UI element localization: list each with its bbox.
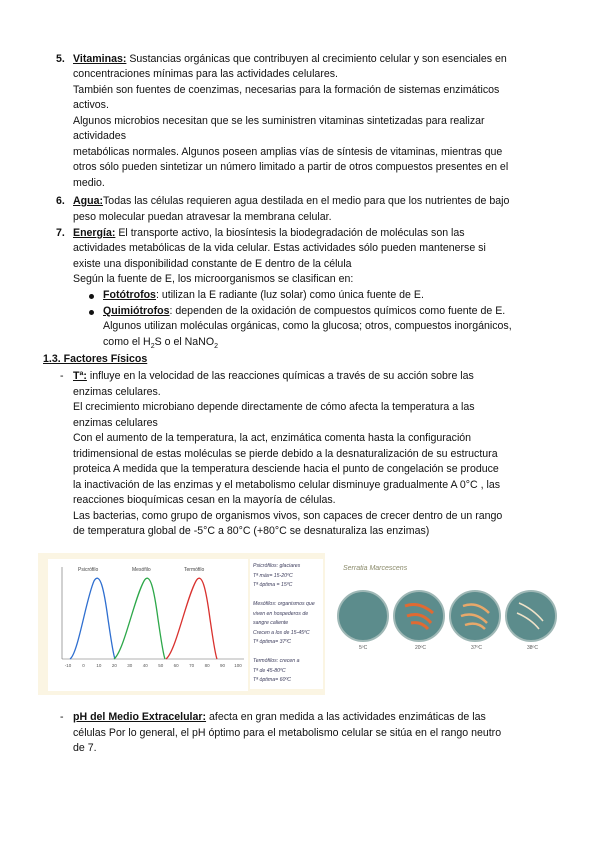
handwritten-notes: [250, 559, 323, 689]
ph-line-1: células Por lo general, el pH óptimo para el metabolismo celular se sitúa en el rango neutro: [73, 727, 502, 739]
temp-text: influye en la velocidad de las reacciones químicas a través de su acción sobre las: [89, 370, 474, 382]
note-line: sangre caliente: [253, 620, 289, 626]
item-7-text: El transporte activo, la biosíntesis la biodegradación de moléculas son las: [118, 227, 465, 239]
plate-label: 5ºC: [359, 645, 368, 651]
note-line: Tª óptima= 60ºC: [253, 677, 291, 683]
x-tick-label: 30: [127, 663, 133, 668]
formula-nano2: S o el NaNO: [154, 336, 215, 348]
ph-text: afecta en gran medida a las actividades enzimáticas de las: [209, 711, 486, 723]
note-line: Psicrófilos: glaciares: [253, 563, 301, 569]
item-6-text: Todas las células requieren agua destilada en el medio para que los nutrientes de bajo: [103, 195, 510, 207]
x-tick-label: 80: [204, 663, 210, 668]
note-line: Tª óptima= 37ºC: [253, 639, 291, 645]
plate-label: 20ºC: [415, 645, 426, 651]
fototrofos-text: : utilizan la E radiante (luz solar) como única fuente de E.: [155, 289, 424, 301]
item-5-text: Sustancias orgánicas que contribuyen al crecimiento celular y son esenciales en: [129, 53, 507, 65]
dash-marker: -: [60, 370, 64, 382]
plate-label: 37ºC: [471, 645, 482, 651]
note-line: Tª de 45-80ºC: [253, 667, 286, 674]
subscript: 2: [150, 343, 155, 351]
growth-rate-graph: [48, 559, 248, 691]
item-5-line-2: También son fuentes de coenzimas, necesarias para la formación de sistemas enzimáticos: [73, 84, 500, 96]
item-5-line-5: actividades: [73, 130, 126, 142]
plates-title: Serratia Marcescens: [343, 565, 408, 572]
temp-line-9: Las bacterias, como grupo de organismos vivos, son capaces de crecer dentro de un rango: [73, 510, 503, 522]
item-7-line-3: Según la fuente de E, los microorganismos se clasifican en:: [73, 273, 354, 285]
item-5-line-7: otros sólo pueden sintetizar un número limitado a partir de otros compuestos presentes en el: [73, 161, 509, 173]
note-line: Tª máx= 15-20ºC: [253, 572, 293, 579]
temp-term: Tª:: [73, 370, 87, 382]
formula-h2s-a: como el H: [103, 336, 151, 348]
x-tick-label: -10: [64, 663, 72, 668]
mesophile-curve: [114, 578, 165, 659]
x-tick-label: 40: [142, 663, 148, 668]
bullet-dot: [89, 294, 94, 299]
fototrofos-term: Fotótrofos: [103, 289, 156, 301]
temp-line-0: [73, 369, 474, 385]
item-7-line-1: actividades metabólicas de la vida celular. Estas actividades sólo pueden mantenerse si: [73, 242, 486, 254]
item-6-number: 6.: [56, 195, 65, 207]
item-5-line-6: metabólicas normales. Algunos poseen amplias vías de síntesis de vitaminas, mientras que: [73, 146, 503, 158]
item-7-number: 7.: [56, 227, 65, 239]
temp-line-10: de temperatura global de -5°C a 80°C (+80°C se desnaturaliza las enzimas): [73, 525, 430, 537]
x-tick-label: 100: [234, 663, 242, 668]
item-6-line-0: [73, 194, 509, 210]
note-line: Mesófilos: organismos que: [253, 601, 315, 607]
temp-line-3: enzimas celulares: [73, 417, 158, 429]
item-5-line-3: activos.: [73, 99, 109, 111]
item-5-number: 5.: [56, 53, 65, 65]
temp-line-1: enzimas celulares.: [73, 386, 161, 398]
ph-line-0: [73, 710, 486, 726]
item-5-line-8: medio.: [73, 177, 105, 189]
temp-line-4: Con el aumento de la temperatura, la act, enzimática comenta hasta la configuración: [73, 432, 472, 444]
temperature-figure: [38, 553, 325, 695]
mesophile-label: Mesófilo: [132, 567, 151, 573]
petri-plate: [506, 591, 556, 641]
temp-line-2: El crecimiento microbiano depende directamente de cómo afecta la temperatura a las: [73, 401, 475, 413]
bullet-dot: [89, 310, 94, 315]
quimiotrofos-line-2: Algunos utilizan moléculas orgánicas, como la glucosa; otros, compuestos inorgánicos,: [103, 320, 512, 332]
axis-ticks: [65, 663, 243, 668]
item-5-line-0: [73, 52, 507, 68]
thermophile-label: Termófilo: [184, 567, 205, 573]
item-5-term: Vitaminas:: [73, 53, 127, 65]
note-line: Tª óptima = 15ºC: [253, 582, 293, 588]
x-tick-label: 90: [220, 663, 226, 668]
item-5-line-1: concentraciones mínimas para las actividades celulares.: [73, 68, 338, 80]
serratia-plates-photo: [333, 561, 561, 661]
item-7-line-2: existe una disponibilidad constante de E dentro de la célula: [73, 258, 352, 270]
x-tick-label: 70: [189, 663, 195, 668]
item-6-line-1: peso molecular puedan atravesar la membrana celular.: [73, 211, 332, 223]
dash-marker: -: [60, 711, 64, 723]
note-line: viven en hospederos de: [253, 610, 309, 617]
temp-line-7: la inactivación de las enzimas y el metabolismo celular disminuye gradualmente A 0°C , las: [73, 479, 501, 491]
thermophile-curve: [166, 578, 217, 659]
quimiotrofos-term: Quimiótrofos: [103, 305, 170, 317]
temp-line-6: proteica A medida que la temperatura desciende hacia el punto de congelación se produce: [73, 463, 499, 475]
ph-term: pH del Medio Extracelular:: [73, 711, 207, 723]
quimiotrofos-line: [103, 304, 505, 320]
petri-plate: [338, 591, 388, 641]
ph-line-2: de 7.: [73, 742, 97, 754]
temp-line-5: tridimensional de estas moléculas se pierde debido a la desnaturalización de su estructura: [73, 448, 498, 460]
item-5-line-4: Algunos microbios necesitan que se les suministren vitaminas sintetizadas para realizar: [73, 115, 485, 127]
item-7-line-0: [73, 226, 465, 242]
x-tick-label: 20: [111, 663, 117, 668]
quimiotrofos-text: : dependen de la oxidación de compuestos químicos como fuente de E.: [169, 305, 506, 317]
fototrofos-line: [103, 288, 424, 304]
plate-label: 38ºC: [527, 645, 538, 651]
growth-curves-svg: [48, 559, 248, 691]
section-heading: 1.3. Factores Físicos: [43, 353, 148, 365]
psychrophile-curve: [70, 578, 115, 659]
x-tick-label: 60: [173, 663, 179, 668]
item-7-term: Energía:: [73, 227, 116, 239]
x-tick-label: 50: [158, 663, 164, 668]
temp-line-8: reacciones bioquímicas cesan en la mayoría de células.: [73, 494, 336, 506]
item-6-term: Agua:: [73, 195, 104, 207]
x-tick-label: 10: [96, 663, 102, 668]
note-line: Termófilos: crecen a: [253, 658, 300, 664]
psychrophile-label: Psicrófilo: [78, 567, 99, 573]
subscript: 2: [214, 343, 218, 351]
x-tick-label: 0: [82, 663, 85, 668]
note-line: Crecen a los de 15-45ºC: [253, 629, 310, 636]
